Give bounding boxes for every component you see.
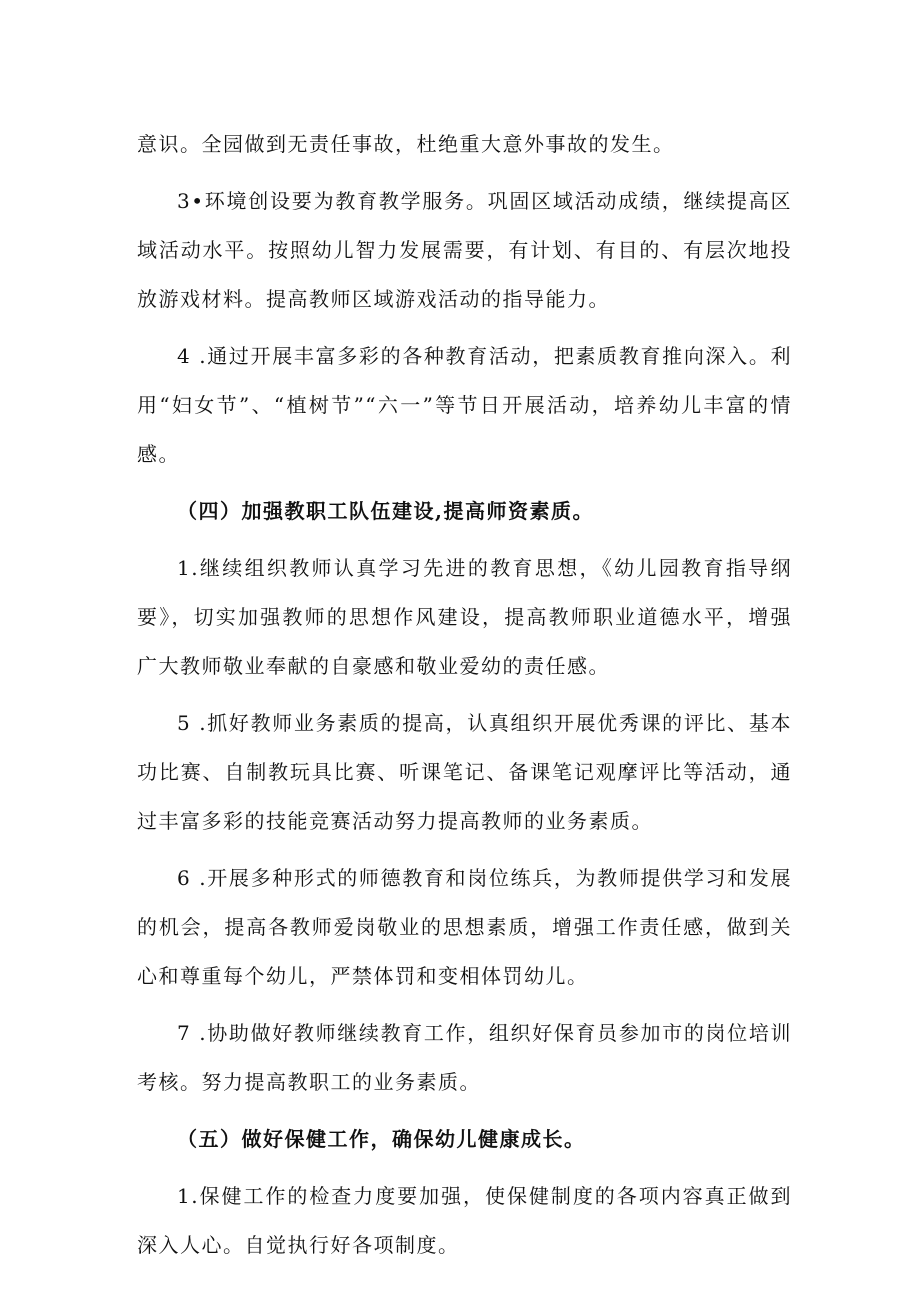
section-heading-4: （四）加强教职工队伍建设,提高师资素质。 [177,499,594,523]
paragraph-staff-1: 1.继续组织教师认真学习先进的教育思想，《幼儿园教育指导纲要》，切实加强教师的思想作风建设，提高教师职业道德水平，增强广大教师敬业奉献的自豪感和敬业爱幼的责任感。 [137,556,792,678]
paragraph-staff-7: 7 .协助做好教师继续教育工作，组织好保育员参加市的岗位培训考核。努力提高教职工的业务素质。 [137,1021,792,1094]
paragraph-staff-6: 6 .开展多种形式的师德教育和岗位练兵，为教师提供学习和发展的机会，提高各教师爱岗敬业的思想素质，增强工作责任感，做到关心和尊重每个幼儿，严禁体罚和变相体罚幼儿。 [137,866,792,988]
document-body [137,120,792,1278]
paragraph-continuation: 意识。全园做到无责任事故，杜绝重大意外事故的发生。 [137,132,675,156]
paragraph-item-3: 3•环境创设要为教育教学服务。巩固区域活动成绩，继续提高区域活动水平。按照幼儿智力发展需要，有计划、有目的、有层次地投放游戏材料。提高教师区域游戏活动的指导能力。 [137,189,792,311]
paragraph-staff-5: 5 .抓好教师业务素质的提高，认真组织开展优秀课的评比、基本功比赛、自制教玩具比赛、听课笔记、备课笔记观摩评比等活动，通过丰富多彩的技能竞赛活动努力提高教师的业务素质。 [137,711,792,833]
paragraph-health-1: 1.保健工作的检查力度要加强，使保健制度的各项内容真正做到深入人心。自觉执行好各项制度。 [137,1184,792,1257]
section-heading-5: （五）做好保健工作，确保幼儿健康成长。 [177,1127,586,1151]
paragraph-item-4: 4 .通过开展丰富多彩的各种教育活动，把素质教育推向深入。利用“妇女节”、“植树节”“六一”等节日开展活动，培养幼儿丰富的情感。 [137,344,792,466]
